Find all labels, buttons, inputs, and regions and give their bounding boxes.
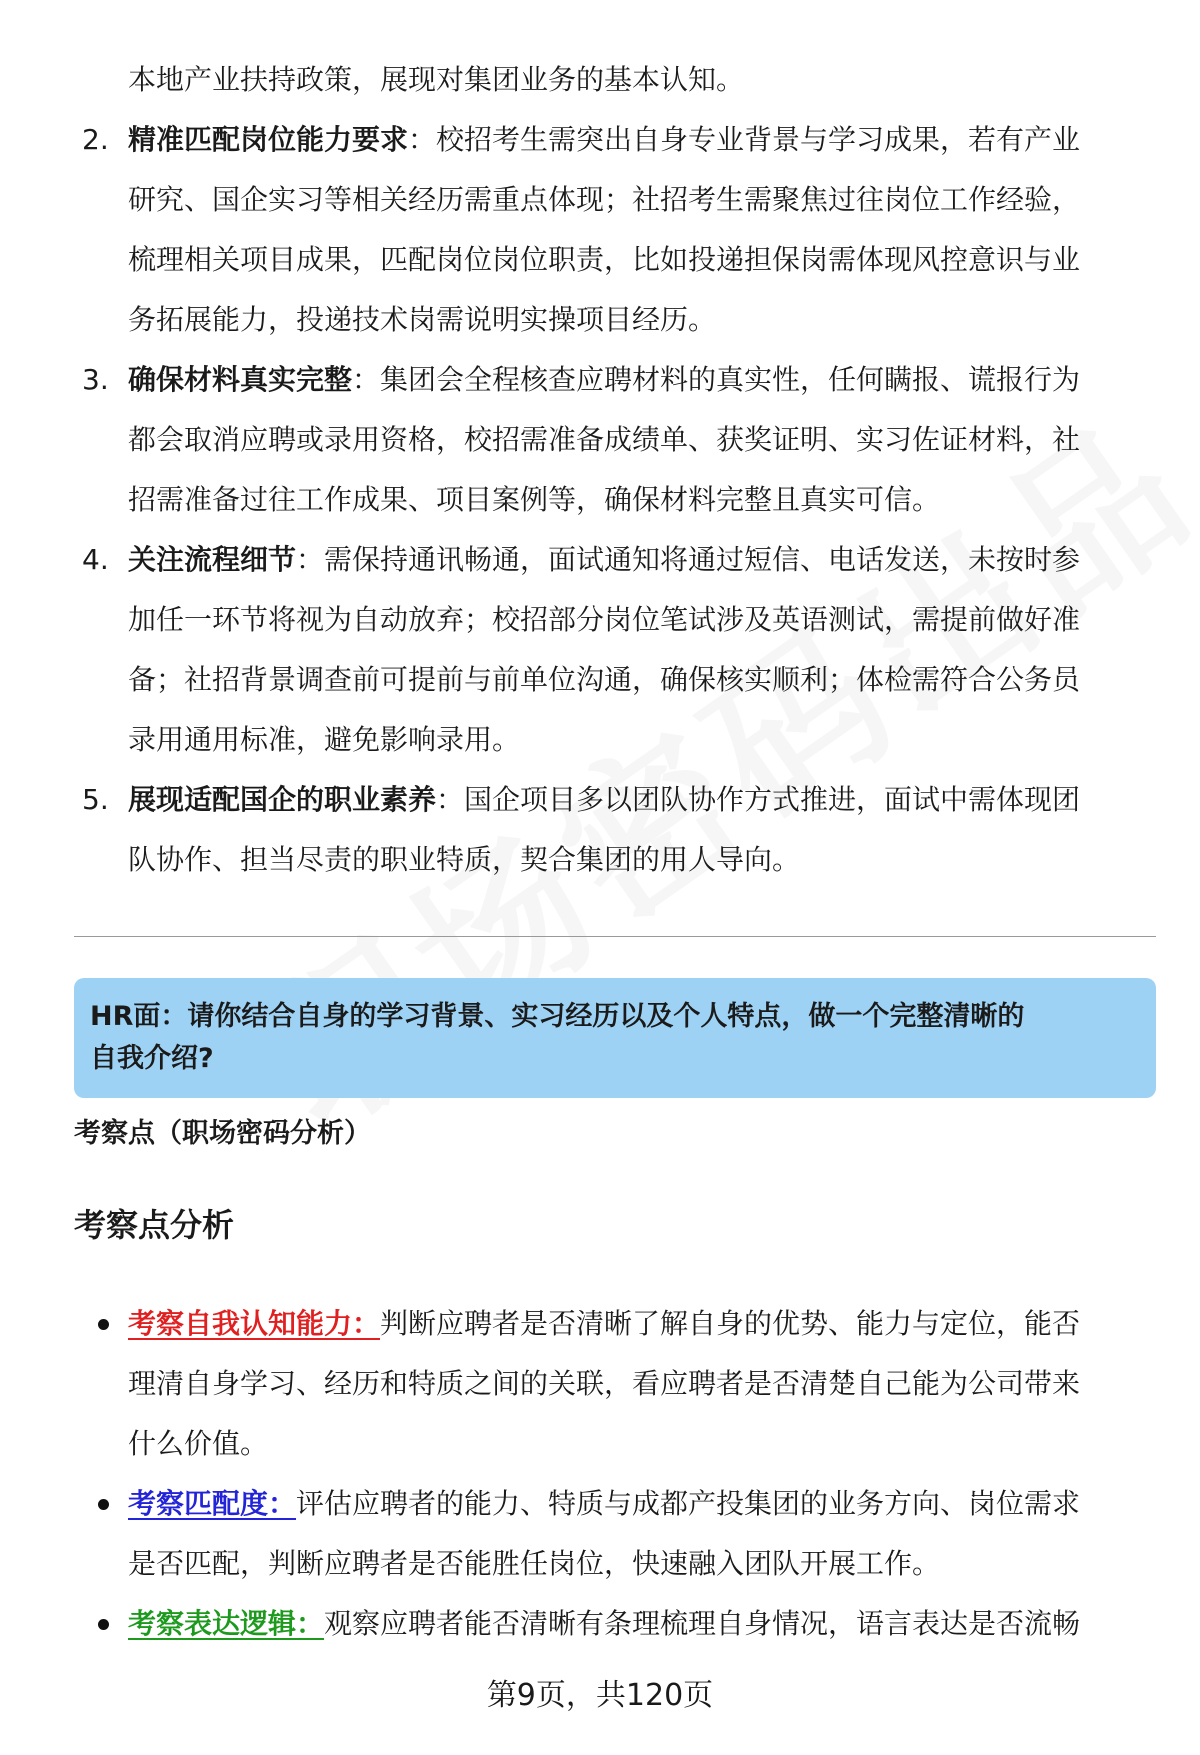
text-line: [128, 710, 1200, 770]
bullet-dot: [98, 1319, 109, 1330]
text-line: [128, 1414, 1200, 1474]
text-line: [128, 530, 1200, 590]
divider: [74, 936, 1156, 937]
bullet-dot: [98, 1619, 109, 1630]
item-separator: ：: [352, 363, 381, 396]
item-text: 国企项目多以团队协作方式推进，面试中需体现团: [464, 783, 1081, 816]
bullet-text: 理清自身学习、经历和特质之间的关联，看应聘者是否清楚自己能为公司带来: [128, 1367, 1081, 1400]
bullet-text: 什么价值。: [128, 1427, 269, 1460]
item-separator: ：: [296, 543, 325, 576]
item-title: 展现适配国企的职业素养: [128, 783, 437, 816]
item-text: 队协作、担当尽责的职业特质，契合集团的用人导向。: [128, 843, 801, 876]
bullet-text: 是否匹配，判断应聘者是否能胜任岗位，快速融入团队开展工作。: [128, 1547, 941, 1580]
bullet-dot: [98, 1499, 109, 1510]
text-line: [128, 230, 1200, 290]
bullet-text: 判断应聘者是否清晰了解自身的优势、能力与定位，能否: [380, 1307, 1081, 1340]
item-text: 加任一环节将视为自动放弃；校招部分岗位笔试涉及英语测试，需提前做好准: [128, 603, 1081, 636]
text-line: [128, 290, 1200, 350]
bullet-list: [0, 1294, 1200, 1654]
item-number: 5.: [82, 783, 109, 816]
hr-question-line: HR面：请你结合自身的学习背景、实习经历以及个人特点，做一个完整清晰的: [90, 1001, 1025, 1032]
item-text: 招需准备过往工作成果、项目案例等，确保材料完整且真实可信。: [128, 483, 941, 516]
section-heading: 考察点分析: [74, 1206, 235, 1244]
item-separator: ：: [436, 783, 465, 816]
text-line: [128, 1594, 1200, 1654]
hr-question-box: [74, 978, 1156, 1098]
text-line: [128, 1534, 1200, 1594]
list-item: [0, 770, 1200, 890]
item-text: 梳理相关项目成果，匹配岗位岗位职责，比如投递担保岗需体现风控意识与业: [128, 243, 1081, 276]
text-line: [128, 770, 1200, 830]
text-line: [128, 830, 1200, 890]
text-line: [128, 1474, 1200, 1534]
bullet-item: [0, 1294, 1200, 1474]
item-text: 备；社招背景调查前可提前与前单位沟通，确保核实顺利；体检需符合公务员: [128, 663, 1081, 696]
item-separator: ：: [408, 123, 437, 156]
text-line: [128, 470, 1200, 530]
bullet-keyword: 考察表达逻辑：: [128, 1607, 325, 1640]
item-text: 务拓展能力，投递技术岗需说明实操项目经历。: [128, 303, 717, 336]
item-text: 校招考生需突出自身专业背景与学习成果，若有产业: [436, 123, 1081, 156]
item-number: 4.: [82, 543, 109, 576]
item-title: 确保材料真实完整: [128, 363, 353, 396]
list-item: [0, 530, 1200, 770]
item-text: 研究、国企实习等相关经历需重点体现；社招考生需聚焦过往岗位工作经验，: [128, 183, 1081, 216]
bullet-keyword: 考察自我认知能力：: [128, 1307, 381, 1340]
item-text: 都会取消应聘或录用资格，校招需准备成绩单、获奖证明、实习佐证材料，社: [128, 423, 1081, 456]
text-line: [128, 1294, 1200, 1354]
list-item: [0, 110, 1200, 350]
numbered-list: [0, 110, 1200, 890]
text-line: [128, 110, 1200, 170]
page-footer: 第9页，共120页: [486, 1678, 714, 1713]
hr-question-line: 自我介绍?: [90, 1043, 214, 1074]
item-text: 需保持通讯畅通，面试通知将通过短信、电话发送，未按时参: [324, 543, 1081, 576]
intro-continuation: 本地产业扶持政策，展现对集团业务的基本认知。: [128, 63, 745, 96]
bullet-text: 评估应聘者的能力、特质与成都产投集团的业务方向、岗位需求: [296, 1487, 1081, 1520]
text-line: [128, 350, 1200, 410]
bullet-item: [0, 1594, 1200, 1654]
text-line: [128, 650, 1200, 710]
text-line: [128, 170, 1200, 230]
bullet-keyword: 考察匹配度：: [128, 1487, 297, 1520]
item-title: 关注流程细节: [128, 543, 297, 576]
item-text: 集团会全程核查应聘材料的真实性，任何瞒报、谎报行为: [380, 363, 1081, 396]
text-line: [128, 1354, 1200, 1414]
bullet-item: [0, 1474, 1200, 1594]
item-text: 录用通用标准，避免影响录用。: [128, 723, 521, 756]
text-line: [128, 590, 1200, 650]
item-number: 2.: [82, 123, 109, 156]
text-line: [128, 410, 1200, 470]
item-title: 精准匹配岗位能力要求: [128, 123, 409, 156]
list-item: [0, 350, 1200, 530]
bullet-text: 观察应聘者能否清晰有条理梳理自身情况，语言表达是否流畅: [324, 1607, 1081, 1640]
sub-label: 考察点（职场密码分析）: [74, 1118, 371, 1149]
item-number: 3.: [82, 363, 109, 396]
